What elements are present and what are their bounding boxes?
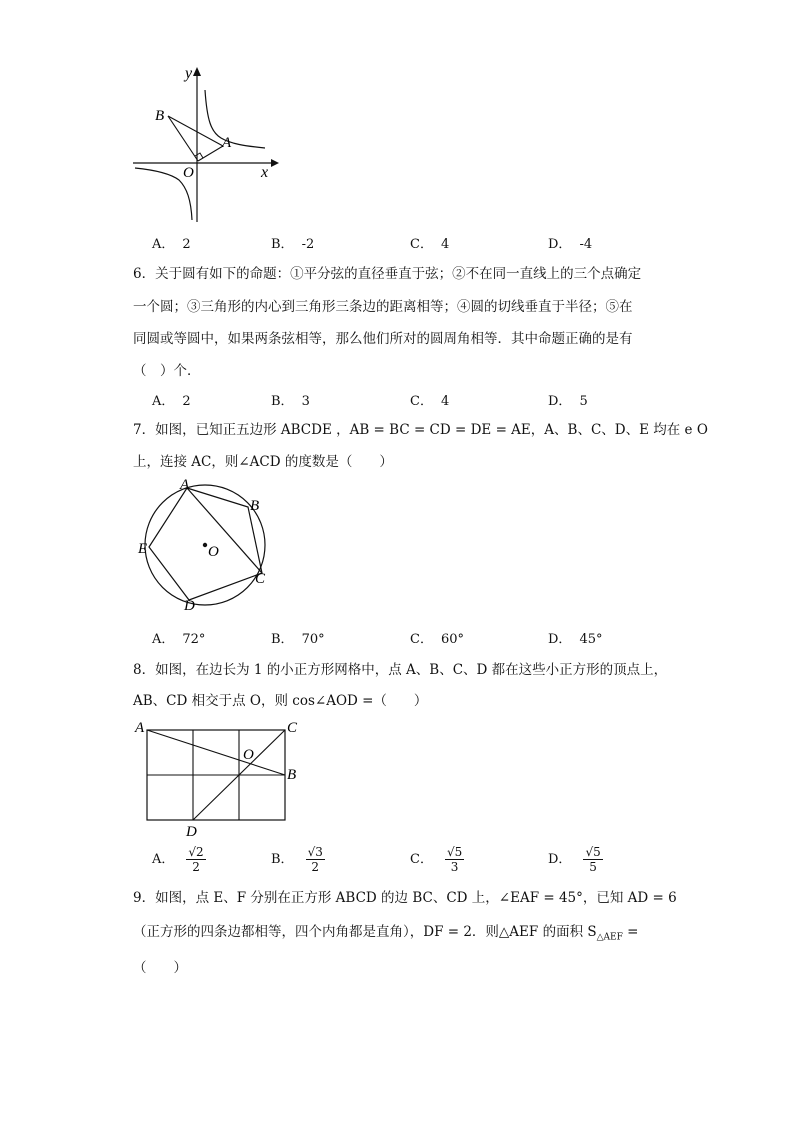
q5-option-d[interactable]: D． -4 [548,237,593,252]
q8-option-b-fraction: $\frac{√3}{2}$ [307,845,323,874]
q7-option-d[interactable]: D． 45° [548,632,603,647]
q8-option-c[interactable]: C． $\frac{√5}{3}$ [410,845,463,874]
q8-label-B: B [287,767,297,783]
q7-label-C: C [255,571,266,587]
q5-option-b[interactable]: B． -2 [271,237,315,252]
q8-label-O: O [243,747,254,763]
q5-label-B: B [155,108,165,124]
q7-label-A: A [180,477,190,493]
q7-option-b[interactable]: B． 70° [271,632,325,647]
q6-option-b[interactable]: B． 3 [271,394,310,409]
q6-line-3: 同圆或等圆中，如果两条弦相等，那么他们所对的圆周角相等．其中命题正确的是有 [133,331,633,347]
q7-line-1: 7．如图，已知正五边形 ABCDE ，AB = BC = CD = DE = AE，A、B、C、D、E 均在 e O [133,422,708,438]
q6-option-a[interactable]: A． 2 [152,394,191,409]
q9-area-subscript: △AEF [596,932,623,943]
q6-line-4: （ ）个． [133,363,201,379]
q9-line-2-end: = [622,924,639,940]
q7-option-c[interactable]: C． 60° [410,632,464,647]
q6-line-1: 6．关于圆有如下的命题：①平分弦的直径垂直于弦；②不在同一直线上的三个点确定 [133,266,642,282]
q7-label-E: E [138,541,148,557]
q6-option-c[interactable]: C． 4 [410,394,450,409]
q8-option-a[interactable]: A． $\frac{√2}{2}$ [152,845,204,874]
q8-option-d-fraction: $\frac{√5}{5}$ [585,845,601,874]
q5-label-x: x [261,164,269,181]
q8-option-b[interactable]: B． $\frac{√3}{2}$ [271,845,323,874]
q5-label-A: A [222,135,232,151]
q7-option-a[interactable]: A． 72° [152,632,206,647]
q7-figure [130,476,280,616]
q6-option-d[interactable]: D． 5 [548,394,588,409]
q8-label-C: C [287,720,298,736]
q8-label-A: A [135,720,145,736]
q8-label-D: D [186,824,197,840]
q5-option-c[interactable]: C． 4 [410,237,450,252]
q9-line-2-text: （正方形的四条边都相等，四个内角都是直角），DF = 2．则△AEF 的面积 S [133,924,597,940]
q6-line-2: 一个圆；③三角形的内心到三角形三条边的距离相等；④圆的切线垂直于半径；⑤在 [133,299,633,315]
q7-label-D: D [184,598,195,614]
q8-option-c-fraction: $\frac{√5}{3}$ [446,845,463,874]
q7-label-B: B [250,498,260,514]
q8-line-1: 8．如图，在边长为 1 的小正方形网格中，点 A、B、C、D 都在这些小正方形的顶点上， [133,662,668,678]
q5-figure [125,60,285,230]
q8-option-a-fraction: $\frac{√2}{2}$ [188,845,204,874]
q7-label-O: O [208,544,219,560]
q9-line-3: （ ） [133,960,187,976]
q7-line-2: 上，连接 AC，则∠ACD 的度数是（ ） [133,454,393,470]
q5-label-O: O [183,165,194,181]
q5-label-y: y [185,65,193,82]
q9-line-1: 9．如图，点 E、F 分别在正方形 ABCD 的边 BC、CD 上，∠EAF = 45°，已知 AD = 6 [133,890,677,906]
q8-option-d[interactable]: D． $\frac{√5}{5}$ [548,845,601,874]
q8-figure [130,716,305,841]
q5-option-a[interactable]: A． 2 [152,237,191,252]
q8-line-2: AB、CD 相交于点 O，则 cos∠AOD =（ ） [133,693,428,709]
q9-line-2 [133,922,638,948]
